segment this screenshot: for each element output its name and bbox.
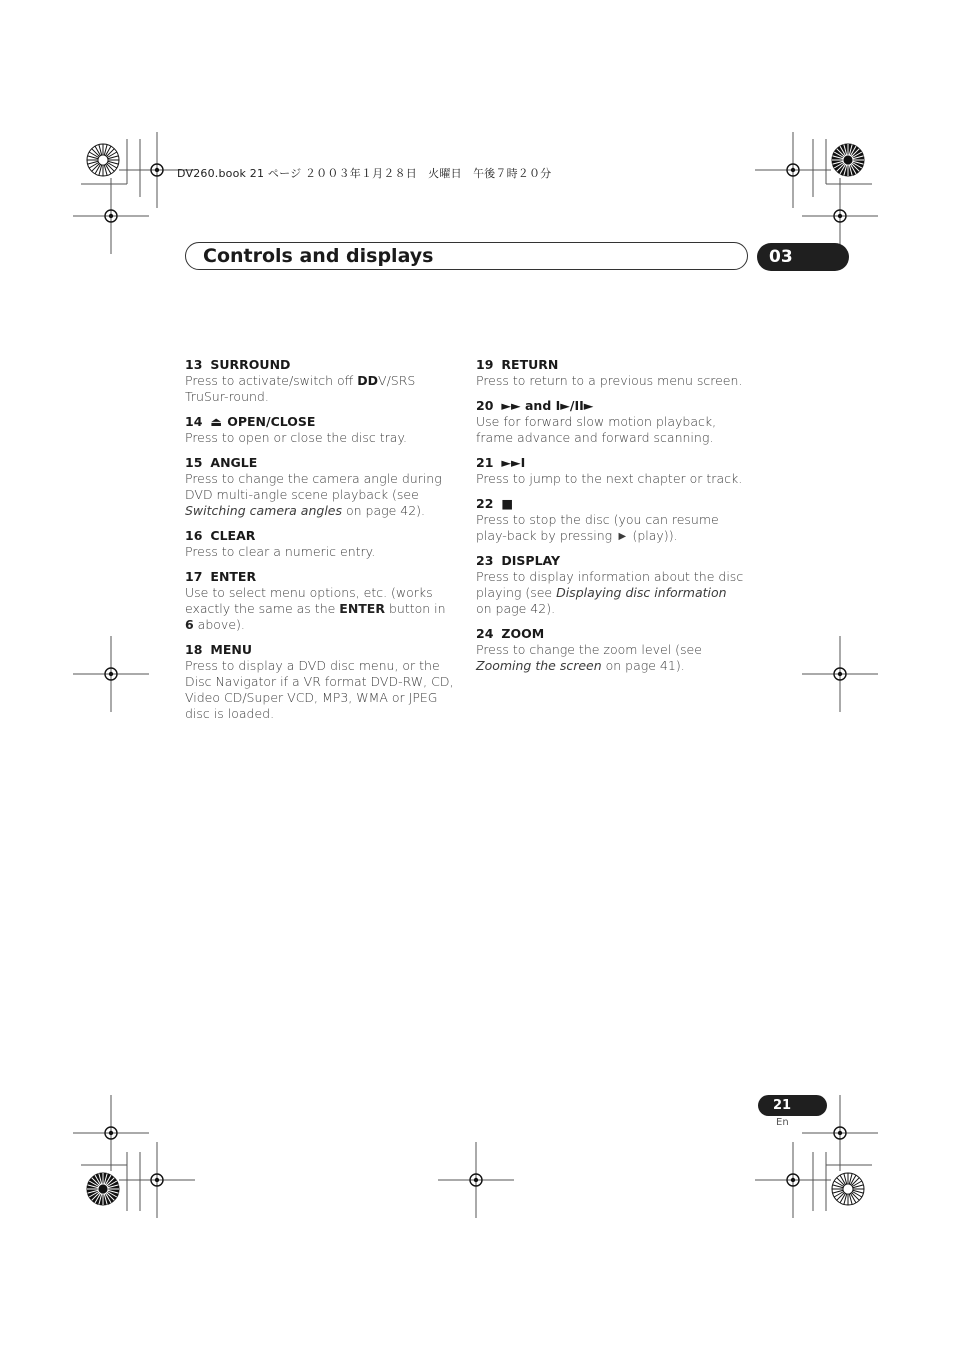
registration-dot-icon	[109, 214, 113, 218]
eject-icon: ⏏	[210, 414, 223, 429]
item-number: 17	[185, 569, 203, 584]
registration-dot-icon	[109, 1131, 113, 1135]
item-clear	[185, 528, 457, 560]
description-text: on page 41).	[601, 658, 685, 673]
item-label: ZOOM	[501, 626, 545, 641]
chapter-number: 03	[769, 247, 793, 267]
page-number: 21	[773, 1098, 792, 1113]
item-surround	[185, 357, 457, 405]
description-text: on page 42).	[342, 503, 426, 518]
item-display	[476, 553, 746, 617]
item-stop	[476, 496, 746, 544]
item-description: Press to display a DVD disc menu, or the Disc Navigator if a VR format DVD-RW, CD, Video CD/Super VCD, MP3, WMA or JPEG disc is loaded.	[185, 658, 454, 721]
registration-dot-icon	[155, 168, 159, 172]
cross-reference: Displaying disc information	[556, 585, 727, 600]
item-description	[476, 569, 746, 617]
starburst-center	[843, 155, 853, 165]
item-description	[185, 585, 457, 633]
item-description: Press to jump to the next chapter or track.	[476, 471, 743, 486]
description-text: on page 42).	[476, 601, 556, 616]
description-text: Press to change the camera angle during DVD multi-angle scene playback (see	[185, 471, 442, 502]
stop-icon: ■	[501, 496, 514, 511]
item-description: Press to clear a numeric entry.	[185, 544, 376, 559]
item-description: Press to stop the disc (you can resume play-back by pressing ► (play)).	[476, 512, 719, 543]
item-label: ANGLE	[210, 455, 258, 470]
item-slow-forward	[476, 398, 746, 446]
item-label: RETURN	[501, 357, 559, 372]
item-number: 14	[185, 414, 203, 429]
item-enter	[185, 569, 457, 633]
item-number: 22	[476, 496, 494, 511]
registration-dot-icon	[838, 214, 842, 218]
registration-dot-icon	[791, 168, 795, 172]
button-reference: ENTER	[339, 601, 385, 616]
item-description: Press to open or close the disc tray.	[185, 430, 408, 445]
item-label: SURROUND	[210, 357, 291, 372]
left-column	[185, 357, 457, 731]
registration-dot-icon	[838, 672, 842, 676]
item-description	[476, 642, 746, 674]
fast-forward-icon: ►► and I►/II►	[501, 398, 594, 413]
item-label: MENU	[210, 642, 252, 657]
description-text: above).	[193, 617, 245, 632]
item-number: 19	[476, 357, 494, 372]
item-description: Press to return to a previous menu screen.	[476, 373, 743, 388]
description-text: Press to change the zoom level (see	[476, 642, 702, 657]
item-label: DISPLAY	[501, 553, 561, 568]
item-return	[476, 357, 746, 389]
item-number: 18	[185, 642, 203, 657]
registration-dot-icon	[791, 1178, 795, 1182]
right-column	[476, 357, 746, 683]
registration-dot-icon	[155, 1178, 159, 1182]
starburst-center	[98, 1184, 108, 1194]
item-number: 16	[185, 528, 203, 543]
dolby-logo-icon: DD	[357, 373, 379, 388]
skip-next-icon: ►►I	[501, 455, 526, 470]
page-number-tab	[758, 1095, 827, 1116]
registration-dot-icon	[838, 1131, 842, 1135]
description-text: Press to activate/switch off	[185, 373, 358, 388]
item-zoom	[476, 626, 746, 674]
item-number: 23	[476, 553, 494, 568]
item-description: Use for forward slow motion playback, frame advance and forward scanning.	[476, 414, 717, 445]
item-description	[185, 373, 457, 405]
item-open-close	[185, 414, 457, 446]
page-language: En	[776, 1117, 789, 1128]
description-text: Use to select menu options, etc. (works exactly the same as the	[185, 585, 433, 616]
item-number: 24	[476, 626, 494, 641]
item-next	[476, 455, 746, 487]
print-header: DV260.book 21 ページ ２００３年１月２８日 火曜日 午後７時２０分	[177, 167, 552, 180]
item-label: OPEN/CLOSE	[227, 414, 316, 429]
section-title: Controls and displays	[203, 245, 434, 267]
item-reference: 6	[185, 617, 194, 632]
cross-reference: Zooming the screen	[476, 658, 602, 673]
item-number: 20	[476, 398, 494, 413]
item-label: ENTER	[210, 569, 257, 584]
item-number: 15	[185, 455, 203, 470]
item-label: CLEAR	[210, 528, 256, 543]
description-text: Press to display information about the disc playing (see	[476, 569, 744, 600]
item-number: 13	[185, 357, 203, 372]
description-text: button in	[384, 601, 446, 616]
registration-dot-icon	[109, 672, 113, 676]
starburst-center	[843, 1184, 853, 1194]
item-description	[185, 471, 457, 519]
item-angle	[185, 455, 457, 519]
item-number: 21	[476, 455, 494, 470]
starburst-center	[98, 155, 108, 165]
item-menu	[185, 642, 457, 722]
registration-dot-icon	[474, 1178, 478, 1182]
cross-reference: Switching camera angles	[185, 503, 342, 518]
description-text: V/SRS TruSur-round.	[185, 373, 416, 404]
